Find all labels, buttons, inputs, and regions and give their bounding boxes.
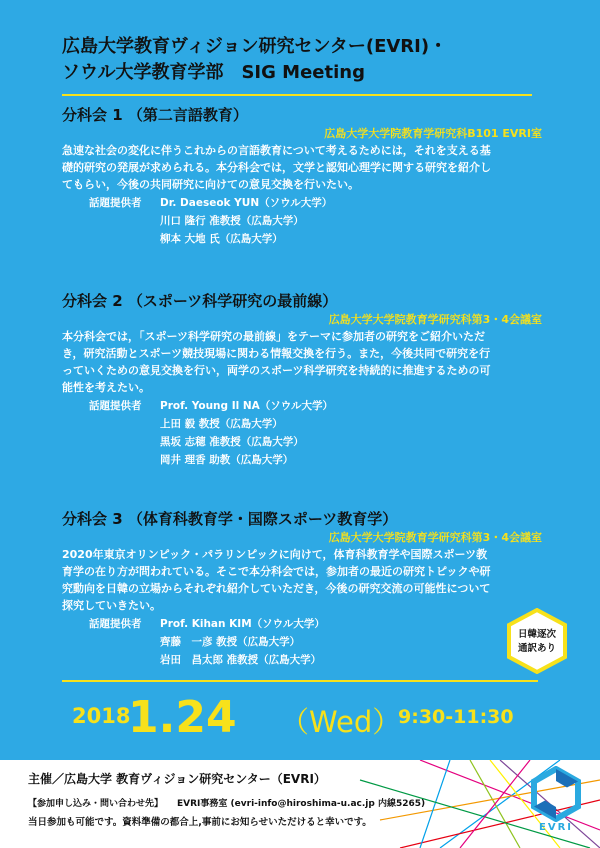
speaker-list [62, 194, 542, 248]
host-organizer: 主催／広島大学 教育ヴィジョン研究センター（EVRI） [28, 772, 326, 786]
event-date [72, 692, 592, 752]
speaker-name: 黒坂 志穂 准教授（広島大学） [160, 436, 304, 448]
session-description [62, 142, 542, 193]
speaker-name: 岩田 昌太郎 准教授（広島大学） [160, 654, 322, 666]
badge-line-2: 通訳あり [517, 643, 556, 654]
speaker-label: 話題提供者 [89, 197, 142, 209]
contact-detail: EVRI事務室 (evri-info@hiroshima-u.ac.jp 内線5265) [177, 799, 426, 809]
contact-label: 【参加申し込み・問い合わせ先】 [28, 799, 164, 809]
title-line-2: ソウル大学教育学部 SIG Meeting [62, 62, 365, 83]
speaker-name: 齊藤 一彦 教授（広島大学） [160, 636, 301, 648]
session-description [62, 328, 542, 396]
description-line: 2020年東京オリンピック・パラリンピックに向けて，体育科教育学や国際スポーツ教 [62, 548, 488, 561]
evri-logo [528, 766, 584, 842]
speaker-name: Prof. Kihan KIM（ソウル大学） [160, 618, 325, 630]
session-3 [62, 508, 542, 669]
event-day: 1.24 [128, 692, 237, 743]
speaker-name: 上田 毅 教授（広島大学） [160, 418, 283, 430]
poster-title [62, 34, 562, 86]
speaker-list [62, 615, 542, 669]
session-room: 広島大学大学院教育学研究科第3・4会議室 [328, 531, 542, 544]
speaker-name: 川口 隆行 准教授（広島大学） [160, 215, 304, 227]
badge-line-1: 日韓逐次 [517, 629, 556, 640]
contact-info [28, 796, 439, 809]
description-line: 探究していきたい。 [62, 599, 161, 612]
description-line: 礎的研究の発展が求められる。本分科会では，文学と認知心理学に関する研究を紹介し [62, 161, 491, 174]
description-line: 本分科会では，「スポーツ科学研究の最前線」をテーマに参加者の研究をご紹介いただ [62, 330, 486, 343]
event-time: 9:30-11:30 [398, 706, 514, 728]
footer [0, 760, 600, 848]
session-heading: 分科会 3 （体育科教育学・国際スポーツ教育学） [62, 510, 398, 528]
speaker-name: 岡井 理香 助教（広島大学） [160, 454, 294, 466]
title-divider [62, 94, 532, 96]
description-line: 急速な社会の変化に伴うこれからの言語教育について考えるためには，それを支える基 [62, 144, 491, 157]
session-room: 広島大学大学院教育学研究科第3・4会議室 [328, 313, 542, 326]
speaker-name: Dr. Daeseok YUN（ソウル大学） [160, 197, 333, 209]
session-heading: 分科会 1 （第二言語教育） [62, 106, 248, 124]
description-line: てもらい，今後の共同研究に向けての意見交換を行いたい。 [62, 178, 359, 191]
speaker-name: 柳本 大地 氏（広島大学） [160, 233, 283, 245]
session-description [62, 546, 542, 614]
description-line: 究動向を日韓の立場からそれぞれ紹介していただき，今後の研究交流の可能性について [62, 582, 491, 595]
speaker-list [62, 397, 542, 469]
session-1 [62, 104, 542, 248]
participation-note: 当日参加も可能です。資料準備の都合上,事前にお知らせいただけると幸いです。 [28, 817, 372, 828]
session-heading: 分科会 2 （スポーツ科学研究の最前線） [62, 292, 338, 310]
description-line: っていくための意見交換を行い，両学のスポーツ科学研究を持続的に推進するための可 [62, 364, 491, 377]
date-divider [62, 680, 538, 682]
description-line: 能性を考えたい。 [62, 381, 150, 394]
speaker-label: 話題提供者 [89, 618, 142, 630]
event-year: 2018 [72, 704, 131, 728]
speaker-name: Prof. Young Il NA（ソウル大学） [160, 400, 333, 412]
session-2 [62, 290, 542, 469]
logo-text: EVRI [539, 822, 573, 833]
interpretation-badge [504, 608, 570, 674]
description-line: き，研究活動とスポーツ競技現場に関わる情報交換を行う。また，今後共同で研究を行 [62, 347, 491, 360]
event-weekday: （Wed） [280, 705, 402, 739]
description-line: 育学の在り方が問われている。そこで本分科会では，参加者の最近の研究トピックや研 [62, 565, 491, 578]
title-line-1: 広島大学教育ヴィジョン研究センター(EVRI)・ [62, 36, 448, 57]
hexagon-logo-icon [528, 766, 584, 822]
speaker-label: 話題提供者 [89, 400, 142, 412]
session-room: 広島大学大学院教育学研究科B101 EVRI室 [324, 127, 542, 140]
